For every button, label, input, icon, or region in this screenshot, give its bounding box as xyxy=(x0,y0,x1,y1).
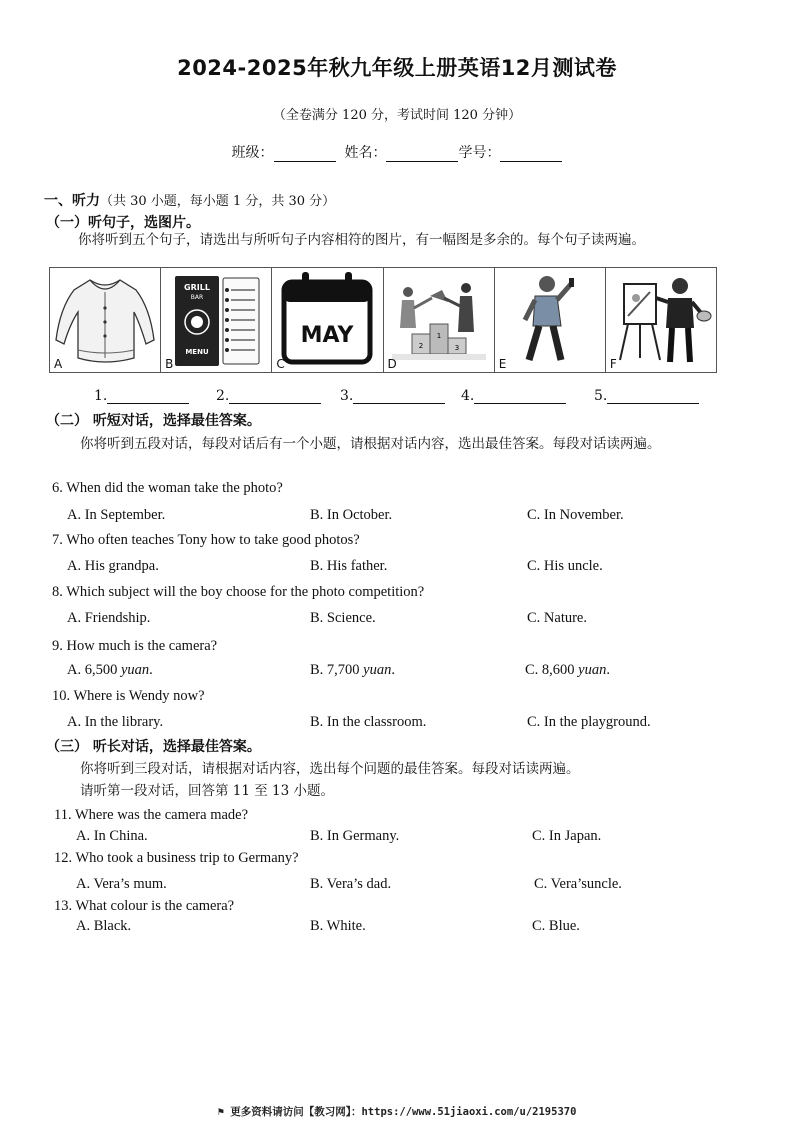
option-11c[interactable]: C. In Japan. xyxy=(532,828,602,844)
answer-number: 2. xyxy=(216,388,230,404)
currency-unit: yuan xyxy=(578,662,607,678)
option-6c[interactable]: C. In November. xyxy=(527,507,624,523)
currency-unit: yuan xyxy=(363,662,392,678)
picture-b xyxy=(161,268,272,372)
svg-text:3: 3 xyxy=(454,344,459,352)
part3-instruction2: 请听第一段对话，回答第 11 至 13 小题。 xyxy=(80,783,335,799)
option-8b[interactable]: B. Science. xyxy=(310,610,376,626)
footer-link[interactable]: 更多资料请访问【教习网】：https://www.51jiaoxi.com/u/2195370 xyxy=(230,1106,577,1118)
question-8: 8. Which subject will the boy choose for the photo competition? xyxy=(52,584,425,600)
picture-label: D xyxy=(387,357,397,371)
option-9c-amount: C. 8,600 xyxy=(525,662,575,678)
question-9: 9. How much is the camera? xyxy=(52,638,218,654)
part3-instruction: 你将听到三段对话，请根据对话内容，选出每个问题的最佳答案。每段对话读两遍。 xyxy=(80,761,580,777)
option-9a[interactable] xyxy=(67,662,153,679)
part2-instruction: 你将听到五段对话，每段对话后有一个小题，请根据对话内容，选出最佳答案。每段对话读两遍。 xyxy=(80,436,661,452)
picture-a xyxy=(50,268,161,372)
currency-unit: yuan xyxy=(120,662,150,678)
option-11a[interactable]: A. In China. xyxy=(76,828,148,844)
section1-heading xyxy=(44,190,335,210)
question-11: 11. Where was the camera made? xyxy=(54,807,249,823)
picture-label: C xyxy=(276,357,285,371)
menu-text-menu: MENU xyxy=(185,348,209,356)
answer-blank[interactable] xyxy=(474,389,566,404)
id-label: 学号： xyxy=(458,145,501,161)
answer-number: 4. xyxy=(461,388,475,404)
answer-number: 3. xyxy=(340,388,354,404)
option-6b[interactable]: B. In October. xyxy=(310,507,393,523)
answer-blank[interactable] xyxy=(107,389,189,404)
option-9c[interactable] xyxy=(525,662,610,679)
picture-f xyxy=(606,268,716,372)
svg-text:2: 2 xyxy=(418,342,423,350)
option-6a[interactable]: A. In September. xyxy=(67,507,166,523)
answer-blank[interactable] xyxy=(353,389,445,404)
option-13c[interactable]: C. Blue. xyxy=(532,918,580,934)
answer-number: 5. xyxy=(594,388,608,404)
name-label: 姓名： xyxy=(344,145,387,161)
option-13a[interactable]: A. Black. xyxy=(76,918,132,934)
option-10a[interactable]: A. In the library. xyxy=(67,714,164,730)
menu-text-grill: GRILL xyxy=(184,283,211,292)
option-8a[interactable]: A. Friendship. xyxy=(67,610,151,626)
answer-2[interactable] xyxy=(216,388,321,404)
menu-text-bar: BAR xyxy=(190,294,204,301)
option-9c-period: . xyxy=(606,662,610,678)
option-9b[interactable] xyxy=(310,662,395,679)
option-13b[interactable]: B. White. xyxy=(310,918,366,934)
part1-title: （一）听句子，选图片。 xyxy=(46,215,200,231)
podium-icon xyxy=(384,268,494,372)
picture-label: A xyxy=(54,357,63,371)
option-9b-amount: B. 7,700 xyxy=(310,662,360,678)
calendar-month-text: MAY xyxy=(300,323,354,348)
part2-heading xyxy=(46,410,261,430)
part3-heading xyxy=(46,736,261,756)
section1-note: （共 30 小题，每小题 1 分，共 30 分） xyxy=(100,194,336,209)
name-blank[interactable] xyxy=(386,147,458,162)
menu-icon xyxy=(161,268,271,372)
question-7: 7. Who often teaches Tony how to take good photos? xyxy=(52,532,360,548)
option-9a-period: . xyxy=(149,662,153,678)
picture-d xyxy=(384,268,495,372)
part3-title: （三） 听长对话，选择最佳答案。 xyxy=(46,739,261,755)
option-12b[interactable]: B. Vera’s dad. xyxy=(310,876,392,892)
answer-5[interactable] xyxy=(594,388,699,404)
option-12c[interactable]: C. Vera’suncle. xyxy=(534,876,622,892)
option-7c[interactable]: C. His uncle. xyxy=(527,558,603,574)
answer-number: 1. xyxy=(94,388,108,404)
flag-icon: ⚑ xyxy=(217,1106,224,1118)
class-blank[interactable] xyxy=(274,147,336,162)
id-blank[interactable] xyxy=(500,147,562,162)
class-label: 班级： xyxy=(231,145,274,161)
part2-title: （二） 听短对话，选择最佳答案。 xyxy=(46,413,261,429)
question-6: 6. When did the woman take the photo? xyxy=(52,480,283,496)
option-7b[interactable]: B. His father. xyxy=(310,558,388,574)
question-10: 10. Where is Wendy now? xyxy=(52,688,205,704)
shirt-icon xyxy=(50,268,160,372)
picture-label: B xyxy=(165,357,174,371)
picture-strip xyxy=(49,267,717,373)
option-10b[interactable]: B. In the classroom. xyxy=(310,714,427,730)
option-9a-amount: A. 6,500 xyxy=(67,662,118,678)
answer-blank[interactable] xyxy=(229,389,321,404)
answer-3[interactable] xyxy=(340,388,445,404)
picture-label: E xyxy=(498,357,507,371)
option-7a[interactable]: A. His grandpa. xyxy=(67,558,159,574)
answer-4[interactable] xyxy=(461,388,566,404)
picture-c xyxy=(272,268,383,372)
picture-e xyxy=(495,268,606,372)
option-8c[interactable]: C. Nature. xyxy=(527,610,587,626)
option-12a[interactable]: A. Vera’s mum. xyxy=(76,876,167,892)
painter-icon xyxy=(606,268,716,372)
picture-label: F xyxy=(609,357,617,371)
option-10c[interactable]: C. In the playground. xyxy=(527,714,651,730)
page-title: 2024-2025年秋九年级上册英语12月测试卷 xyxy=(177,56,617,80)
question-13: 13. What colour is the camera? xyxy=(54,898,235,914)
section1-title: 一、听力 xyxy=(44,193,100,209)
exam-subtitle: （全卷满分 120 分，考试时间 120 分钟） xyxy=(272,108,522,123)
answer-blank[interactable] xyxy=(607,389,699,404)
footer xyxy=(0,1104,794,1119)
singer-icon xyxy=(495,268,605,372)
option-9b-period: . xyxy=(391,662,395,678)
svg-text:1: 1 xyxy=(436,332,441,340)
student-info xyxy=(0,142,794,162)
part1-instruction: 你将听到五个句子，请选出与所听句子内容相符的图片，有一幅图是多余的。每个句子读两遍。 xyxy=(78,232,645,248)
option-11b[interactable]: B. In Germany. xyxy=(310,828,400,844)
answer-1[interactable] xyxy=(94,388,189,404)
calendar-icon xyxy=(272,268,382,372)
question-12: 12. Who took a business trip to Germany? xyxy=(54,850,299,866)
